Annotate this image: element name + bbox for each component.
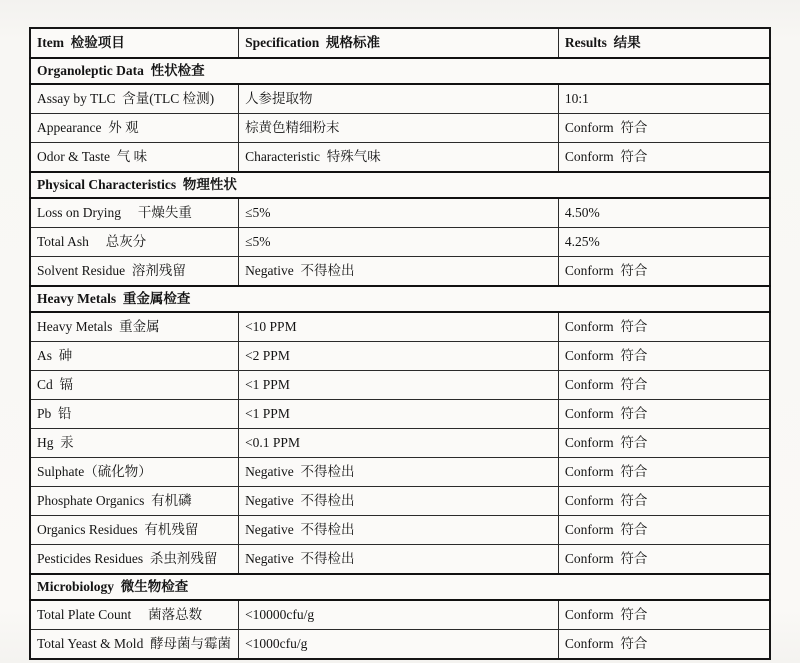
table-row	[30, 545, 770, 575]
section-title: Microbiology 微生物检查	[30, 574, 770, 600]
col-header-item: Item 检验项目	[30, 28, 239, 58]
result-cell: 10:1	[558, 84, 770, 114]
table-row	[30, 429, 770, 458]
result-cell: Conform 符合	[558, 516, 770, 545]
table-row	[30, 458, 770, 487]
spec-cell: <10000cfu/g	[239, 600, 559, 630]
spec-cell: <2 PPM	[239, 342, 559, 371]
item-cell: Total Ash 总灰分	[30, 228, 239, 257]
result-cell: 4.25%	[558, 228, 770, 257]
result-cell: Conform 符合	[558, 143, 770, 173]
col-header-results: Results 结果	[558, 28, 770, 58]
spec-cell: Negative 不得检出	[239, 458, 559, 487]
table-row	[30, 630, 770, 660]
spec-cell: <0.1 PPM	[239, 429, 559, 458]
spec-cell: <1 PPM	[239, 371, 559, 400]
spec-cell: 人参提取物	[239, 84, 559, 114]
result-cell: Conform 符合	[558, 458, 770, 487]
spec-cell: 棕黄色精细粉末	[239, 114, 559, 143]
result-cell: 4.50%	[558, 198, 770, 228]
table-row	[30, 600, 770, 630]
spec-cell: <1000cfu/g	[239, 630, 559, 660]
table-row	[30, 371, 770, 400]
item-cell: Pb 铅	[30, 400, 239, 429]
item-cell: Total Plate Count 菌落总数	[30, 600, 239, 630]
result-cell: Conform 符合	[558, 545, 770, 575]
item-cell: Assay by TLC 含量(TLC 检测)	[30, 84, 239, 114]
table-row	[30, 198, 770, 228]
result-cell: Conform 符合	[558, 600, 770, 630]
section-title: Organoleptic Data 性状检查	[30, 58, 770, 84]
result-cell: Conform 符合	[558, 257, 770, 287]
spec-cell: ≤5%	[239, 228, 559, 257]
result-cell: Conform 符合	[558, 487, 770, 516]
section-row-heavy-metals	[30, 286, 770, 312]
section-title: Physical Characteristics 物理性状	[30, 172, 770, 198]
section-title: Heavy Metals 重金属检查	[30, 286, 770, 312]
coa-specification-table	[29, 27, 771, 660]
table-row	[30, 84, 770, 114]
table-row	[30, 487, 770, 516]
spec-cell: <10 PPM	[239, 312, 559, 342]
item-cell: Hg 汞	[30, 429, 239, 458]
spec-cell: Negative 不得检出	[239, 487, 559, 516]
item-cell: Phosphate Organics 有机磷	[30, 487, 239, 516]
result-cell: Conform 符合	[558, 429, 770, 458]
spec-cell: <1 PPM	[239, 400, 559, 429]
table-row	[30, 257, 770, 287]
result-cell: Conform 符合	[558, 371, 770, 400]
table-row	[30, 516, 770, 545]
table-row	[30, 312, 770, 342]
result-cell: Conform 符合	[558, 342, 770, 371]
table-header-row	[30, 28, 770, 58]
result-cell: Conform 符合	[558, 630, 770, 660]
section-row-organoleptic	[30, 58, 770, 84]
item-cell: Sulphate（硫化物）	[30, 458, 239, 487]
item-cell: Organics Residues 有机残留	[30, 516, 239, 545]
item-cell: As 砷	[30, 342, 239, 371]
spec-cell: ≤5%	[239, 198, 559, 228]
table-row	[30, 143, 770, 173]
item-cell: Appearance 外 观	[30, 114, 239, 143]
item-cell: Heavy Metals 重金属	[30, 312, 239, 342]
item-cell: Pesticides Residues 杀虫剂残留	[30, 545, 239, 575]
spec-cell: Negative 不得检出	[239, 257, 559, 287]
result-cell: Conform 符合	[558, 400, 770, 429]
table-row	[30, 114, 770, 143]
spec-cell: Negative 不得检出	[239, 545, 559, 575]
section-row-physical	[30, 172, 770, 198]
item-cell: Cd 镉	[30, 371, 239, 400]
col-header-specification: Specification 规格标准	[239, 28, 559, 58]
table-row	[30, 342, 770, 371]
spec-cell: Characteristic 特殊气味	[239, 143, 559, 173]
result-cell: Conform 符合	[558, 114, 770, 143]
spec-cell: Negative 不得检出	[239, 516, 559, 545]
section-row-microbiology	[30, 574, 770, 600]
item-cell: Loss on Drying 干燥失重	[30, 198, 239, 228]
result-cell: Conform 符合	[558, 312, 770, 342]
item-cell: Total Yeast & Mold 酵母菌与霉菌	[30, 630, 239, 660]
item-cell: Odor & Taste 气 味	[30, 143, 239, 173]
table-row	[30, 400, 770, 429]
item-cell: Solvent Residue 溶剂残留	[30, 257, 239, 287]
table-row	[30, 228, 770, 257]
